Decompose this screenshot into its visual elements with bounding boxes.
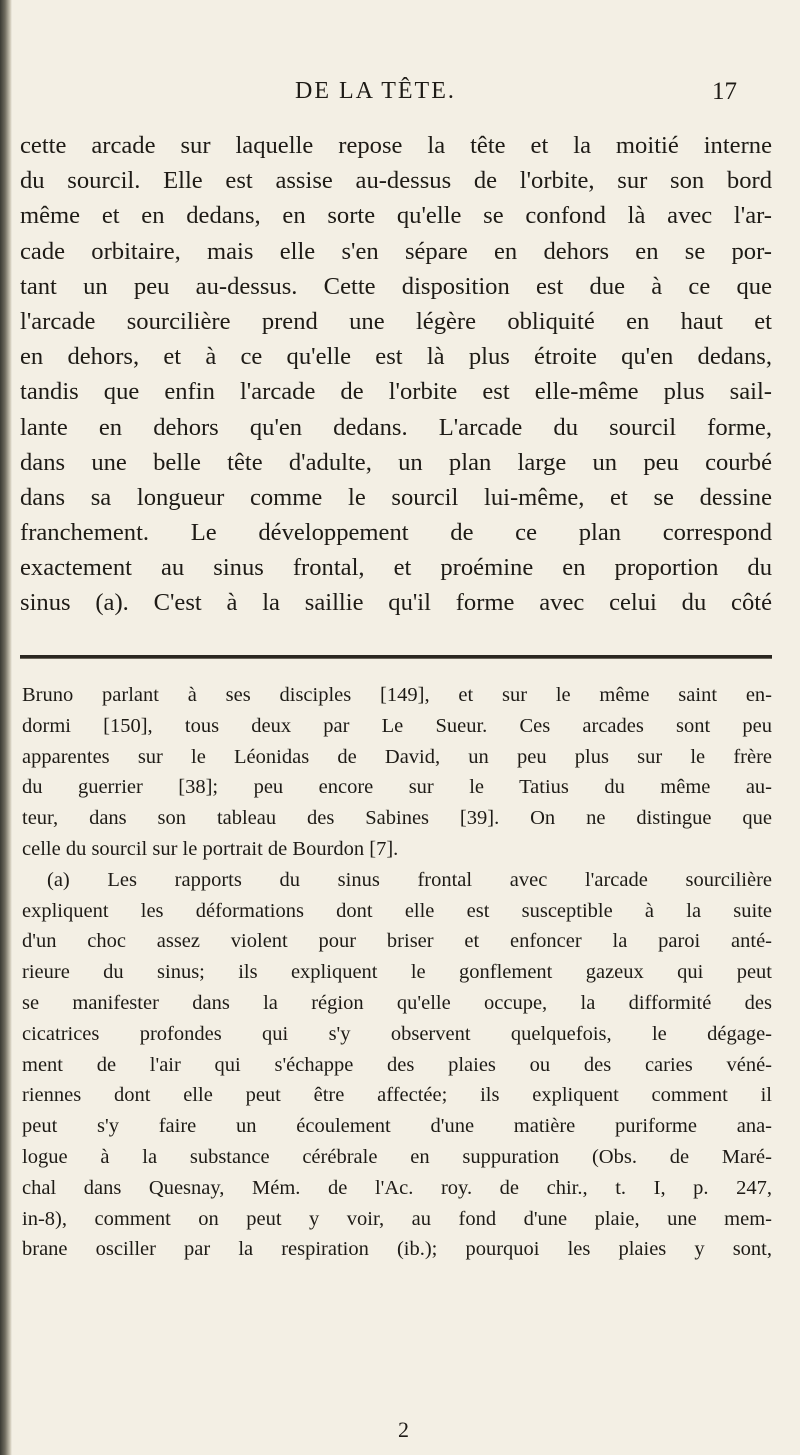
footnotes — [22, 680, 772, 1265]
footnote-line: d'un choc assez violent pour briser et enfoncer la paroi anté- — [22, 930, 772, 953]
footnote-separator-rule — [20, 655, 772, 659]
footnote-line: expliquent les déformations dont elle est susceptible à la suite — [22, 899, 772, 922]
footnote-line: teur, dans son tableau des Sabines [39]. On ne distingue que — [22, 807, 772, 830]
footnote-line: logue à la substance cérébrale en suppuration (Obs. de Maré- — [22, 1145, 772, 1168]
footnote-line: ment de l'air qui s'échappe des plaies ou des caries véné- — [22, 1053, 772, 1076]
main-text-line: lante en dehors qu'en dedans. L'arcade du sourcil forme, — [20, 413, 772, 441]
main-text-line: du sourcil. Elle est assise au-dessus de l'orbite, sur son bord — [20, 167, 772, 195]
footnote-line: chal dans Quesnay, Mém. de l'Ac. roy. de chir., t. I, p. 247, — [22, 1176, 772, 1199]
footnote-line: in-8), comment on peut y voir, au fond d'une plaie, une mem- — [22, 1207, 772, 1230]
footnote-line: brane osciller par la respiration (ib.); pourquoi les plaies y sont, — [22, 1238, 772, 1261]
main-text-line: l'arcade sourcilière prend une légère obliquité en haut et — [20, 307, 772, 335]
main-text-line: tant un peu au-dessus. Cette disposition est due à ce que — [20, 272, 772, 300]
footnote-line: celle du sourcil sur le portrait de Bourdon [7]. — [22, 837, 399, 860]
main-text-line: dans une belle tête d'adulte, un plan large un peu courbé — [20, 448, 772, 476]
main-text-line: même et en dedans, en sorte qu'elle se confond là avec l'ar- — [20, 202, 772, 230]
running-title: DE LA TÊTE. — [295, 78, 456, 104]
footnote-line: Bruno parlant à ses disciples [149], et sur le même saint en- — [22, 684, 772, 706]
footnote-line: apparentes sur le Léonidas de David, un peu plus sur le frère — [22, 745, 772, 768]
main-text-line: en dehors, et à ce qu'elle est là plus étroite qu'en dedans, — [20, 343, 772, 371]
main-text — [20, 128, 772, 621]
footnote-line: riennes dont elle peut être affectée; ils expliquent comment il — [22, 1084, 772, 1107]
main-text-line: tandis que enfin l'arcade de l'orbite est elle-même plus sail- — [20, 378, 772, 406]
footnote-line: rieure du sinus; ils expliquent le gonflement gazeux qui peut — [22, 961, 772, 984]
page-header — [0, 78, 800, 118]
main-text-line: cette arcade sur laquelle repose la tête et la moitié interne — [20, 132, 772, 159]
main-text-line: dans sa longueur comme le sourcil lui-même, et se dessine — [20, 483, 772, 511]
main-text-line: exactement au sinus frontal, et proémine en proportion du — [20, 554, 772, 582]
footnote-line: (a) Les rapports du sinus frontal avec l'arcade sourcilière — [47, 868, 772, 891]
footnote-line: se manifester dans la région qu'elle occupe, la difformité des — [22, 991, 772, 1014]
footnote-line: dormi [150], tous deux par Le Sueur. Ces arcades sont peu — [22, 714, 772, 737]
signature-mark: 2 — [398, 1417, 409, 1442]
main-text-line: sinus (a). C'est à la saillie qu'il forme avec celui du côté — [20, 589, 772, 617]
main-text-line: cade orbitaire, mais elle s'en sépare en dehors en se por- — [20, 237, 772, 265]
footnote-line: peut s'y faire un écoulement d'une matière puriforme ana- — [22, 1115, 772, 1138]
main-text-line: franchement. Le développement de ce plan correspond — [20, 519, 772, 547]
footnote-line: du guerrier [38]; peu encore sur le Tatius du même au- — [22, 776, 772, 799]
footnote-line: cicatrices profondes qui s'y observent quelquefois, le dégage- — [22, 1022, 772, 1045]
page-number: 17 — [712, 78, 737, 105]
